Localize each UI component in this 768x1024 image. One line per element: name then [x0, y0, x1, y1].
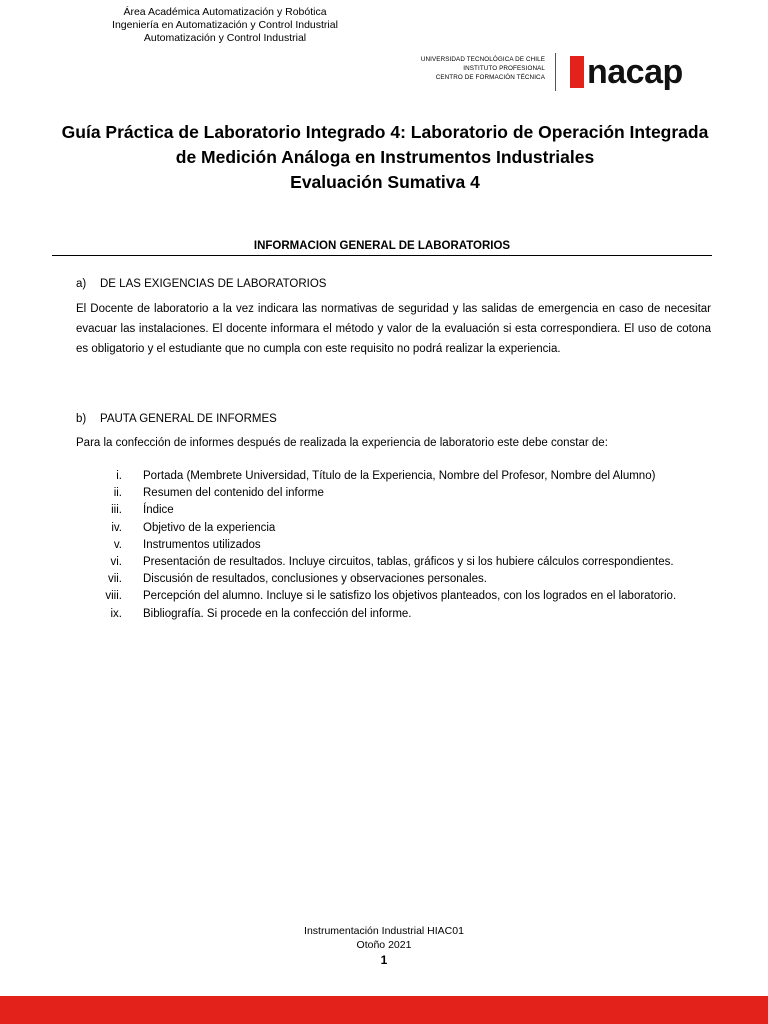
list-item	[76, 571, 712, 588]
list-item	[76, 606, 712, 623]
subsection-letter: a)	[76, 278, 87, 290]
subsection-b-heading	[76, 412, 277, 427]
logo-red-mark	[570, 56, 584, 88]
subsection-title: DE LAS EXIGENCIAS DE LABORATORIOS	[100, 278, 327, 290]
footer-course: Instrumentación Industrial HIAC01	[304, 925, 464, 937]
list-item	[76, 588, 712, 605]
header-subject: Automatización y Control Industrial	[143, 32, 307, 44]
page-number: 1	[380, 953, 388, 967]
list-text: Presentación de resultados. Incluye circuitos, tablas, gráficos y si los hubiere cálculos correspondientes.	[143, 556, 674, 569]
institution-header	[60, 6, 390, 45]
list-text: Bibliografía. Si procede en la confección del informe.	[143, 607, 412, 620]
logo-divider	[555, 53, 556, 91]
list-number: ii.	[113, 487, 122, 500]
subsection-a-heading	[76, 277, 326, 292]
list-number: iv.	[111, 521, 122, 534]
list-text: Portada (Membrete Universidad, Título de la Experiencia, Nombre del Profesor, Nombre del Alumno)	[143, 470, 656, 482]
list-number: vi.	[110, 556, 122, 569]
list-number: ix.	[110, 607, 122, 620]
logo-subtitle-line: UNIVERSIDAD TECNOLÓGICA DE CHILE	[420, 56, 545, 63]
title-subtitle: Evaluación Sumativa 4	[290, 172, 480, 192]
list-text: Índice	[143, 504, 174, 517]
list-number: viii.	[105, 590, 122, 603]
subsection-b-intro: Para la confección de informes después de realizada la experiencia de laboratorio este debe constar de:	[76, 437, 608, 449]
list-number: i.	[116, 470, 122, 482]
logo-subtitle-line: INSTITUTO PROFESIONAL	[463, 65, 545, 72]
footer-red-bar	[0, 996, 768, 1024]
logo-wordmark: nacap	[587, 53, 683, 91]
inacap-logo	[395, 50, 715, 95]
report-requirements-list	[76, 468, 712, 623]
list-item	[76, 554, 712, 571]
subsection-letter: b)	[76, 413, 87, 425]
subsection-a-body: El Docente de laboratorio a la vez indicara las normativas de seguridad y las salidas de emergencia en caso de necesitar evacuar las instalaciones. El docente informara el método y valor de la evaluación si esta correspondiera. El uso de cotona es obligatorio y el estudiante que no cumpla con este requisito no podrá realizar la experiencia.	[76, 303, 711, 355]
header-area: Área Académica Automatización y Robótica	[123, 6, 327, 18]
subsection-title: PAUTA GENERAL DE INFORMES	[100, 413, 277, 425]
page-footer	[234, 924, 534, 969]
list-item	[76, 537, 712, 554]
list-text: Discusión de resultados, conclusiones y observaciones personales.	[143, 573, 487, 586]
list-text: Resumen del contenido del informe	[143, 487, 324, 500]
list-number: iii.	[111, 504, 122, 517]
footer-term: Otoño 2021	[356, 939, 412, 951]
title-line: de Medición Análoga en Instrumentos Industriales	[175, 147, 595, 167]
list-item	[76, 502, 712, 519]
list-item	[76, 485, 712, 502]
list-item	[76, 468, 712, 485]
document-title	[40, 120, 730, 195]
list-item	[76, 520, 712, 537]
list-text: Instrumentos utilizados	[143, 538, 261, 551]
list-number: vii.	[107, 573, 122, 586]
title-line: Guía Práctica de Laboratorio Integrado 4: Laboratorio de Operación Integrada	[61, 122, 709, 142]
list-text: Percepción del alumno. Incluye si le satisfizo los objetivos planteados, con los logrados en el laboratorio.	[143, 590, 677, 603]
list-text: Objetivo de la experiencia	[143, 521, 276, 534]
header-career: Ingeniería en Automatización y Control Industrial	[112, 19, 338, 31]
section-heading: INFORMACION GENERAL DE LABORATORIOS	[52, 240, 712, 256]
list-number: v.	[113, 538, 122, 551]
logo-subtitle-line: CENTRO DE FORMACIÓN TÉCNICA	[435, 74, 545, 81]
logo-subtitle	[375, 55, 545, 82]
